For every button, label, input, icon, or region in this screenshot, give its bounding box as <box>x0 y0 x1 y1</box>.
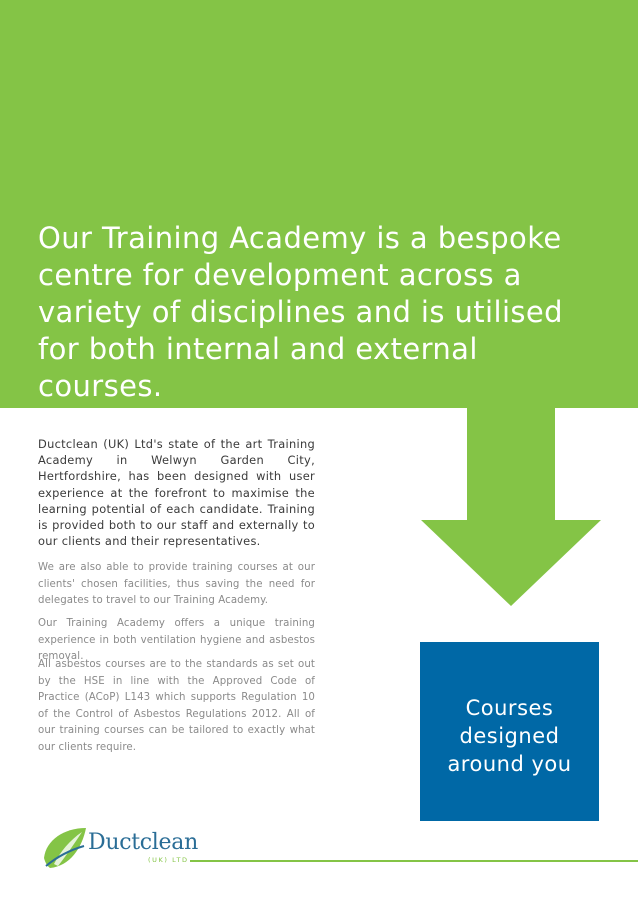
callout-text <box>420 694 599 778</box>
ductclean-logo <box>36 826 196 874</box>
body-paragraph-3: All asbestos courses are to the standards as set out by the HSE in line with the Approved Code of Practice (ACoP) L143 which supports Regulation 10 of the Control of Asbestos Regulations 2012. All of our training courses can be tailored to exactly what our clients require. <box>38 659 315 753</box>
hero-banner <box>0 0 638 408</box>
leaf-logo-icon <box>36 826 92 874</box>
logo-name: Ductclean <box>88 830 198 855</box>
callout-box <box>420 642 599 821</box>
body-paragraph-2: Our Training Academy offers a unique training experience in both ventilation hygiene and asbestos removal. <box>38 618 315 663</box>
intro-paragraph: Ductclean (UK) Ltd's state of the art Training Academy in Welwyn Garden City, Hertfordshire, has been designed with user experience at the forefront to maximise the learning potential of each candidate. Training is provided both to our staff and externally to our clients and their representatives. <box>38 437 315 549</box>
callout-line-2: designed <box>459 724 560 748</box>
body-paragraph-1: We are also able to provide training courses at our clients' chosen facilities, thus saving the need for delegates to travel to our Training Academy. <box>38 562 315 607</box>
callout-line-3: around you <box>447 752 572 776</box>
footer-divider <box>190 860 638 862</box>
hero-headline: Our Training Academy is a bespoke centre for development across a variety of disciplines and is utilised for both internal and external courses. <box>38 221 563 403</box>
callout-line-1: Courses <box>465 696 554 720</box>
down-arrow-icon <box>421 408 601 608</box>
logo-subtitle: (UK) LTD <box>148 856 189 864</box>
